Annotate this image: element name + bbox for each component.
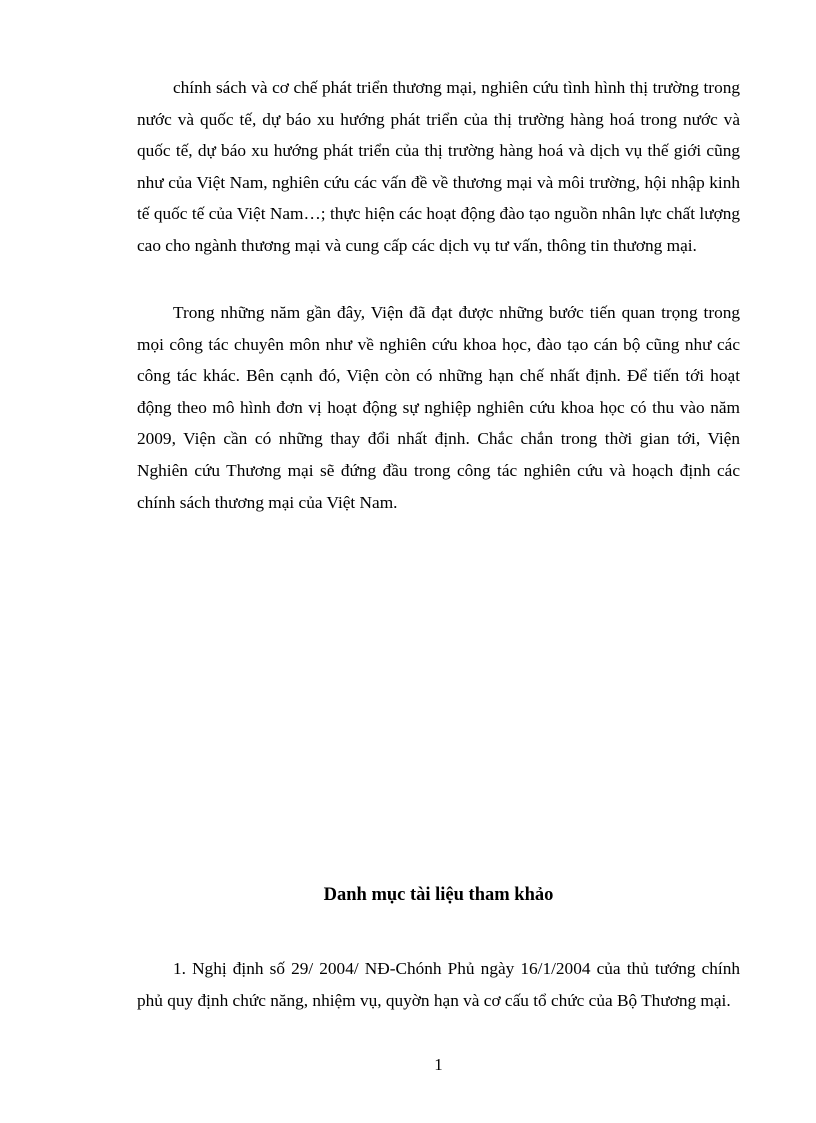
reference-item-1: 1. Nghị định số 29/ 2004/ NĐ-Chónh Phủ ngày 16/1/2004 của thủ tướng chính phủ quy định chức năng, nhiệm vụ, quyờn hạn và cơ cấu tổ chức của Bộ Thương mại. <box>137 959 740 1010</box>
page-number: 1 <box>434 1055 443 1074</box>
references-heading: Danh mục tài liệu tham khảo <box>323 885 554 905</box>
body-paragraph-1: chính sách và cơ chế phát triển thương mại, nghiên cứu tình hình thị trường trong nước và quốc tế, dự báo xu hướng phát triển của thị trường hàng hoá trong nước và quốc tế, dự báo xu hướng phát triển của thị trường hàng hoá và dịch vụ thế giới cũng như của Việt Nam, nghiên cứu các vấn đề về thương mại và môi trường, hội nhập kinh tế quốc tế của Việt Nam…; thực hiện các hoạt động đào tạo nguồn nhân lực chất lượng cao cho ngành thương mại và cung cấp các dịch vụ tư vấn, thông tin thương mại. <box>137 78 740 255</box>
body-paragraph-2: Trong những năm gần đây, Viện đã đạt được những bước tiến quan trọng trong mọi công tác chuyên môn như về nghiên cứu khoa học, đào tạo cán bộ cũng như các công tác khác. Bên cạnh đó, Viện còn có những hạn chế nhất định. Để tiến tới hoạt động theo mô hình đơn vị hoạt động sự nghiệp nghiên cứu khoa học có thu vào năm 2009, Viện cần có những thay đổi nhất định. Chắc chắn trong thời gian tới, Viện Nghiên cứu Thương mại sẽ đứng đầu trong công tác nghiên cứu và hoạch định các chính sách thương mại của Việt Nam. <box>137 303 740 512</box>
